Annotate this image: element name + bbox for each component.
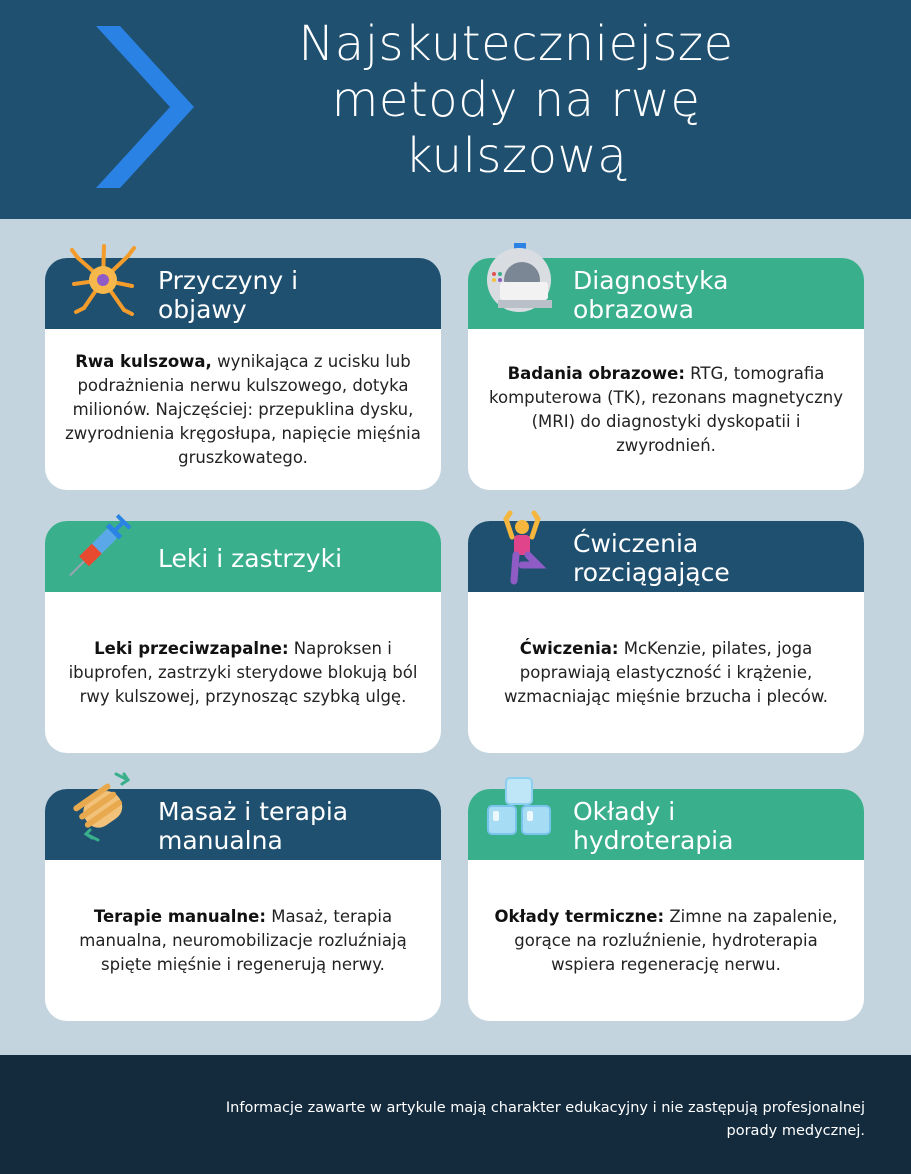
card-text-bold: Leki przeciwzapalne: [94, 638, 289, 658]
card-text-rest: Zimne na zapalenie, gorące na rozluźnienie, hydroterapia wspiera regenerację nerwu. [514, 906, 838, 974]
card-text-rest: wynikająca z ucisku lub podrażnienia nerwu kulszowego, dotyka milionów. Najczęściej: przepuklina dysku, zwyrodnienia kręgosłupa, napięcie mięśnia gruszkowatego. [65, 351, 421, 467]
card-title: Diagnostyka obrazowa [573, 266, 729, 324]
card-text [486, 860, 846, 1021]
yoga-person-icon [488, 509, 558, 585]
card-text [486, 329, 846, 490]
mri-scanner-icon [484, 240, 554, 316]
card-text-bold: Okłady termiczne: [494, 906, 665, 926]
card-text-rest: Masaż, terapia manualna, neuromobilizacje rozluźniają spięte mięśnie i regenerują nerwy. [79, 906, 407, 974]
card-text-rest: RTG, tomografia komputerowa (TK), rezonans magnetyczny (MRI) do diagnostyki dyskopatii i zwyrodnień. [489, 363, 843, 455]
card-text-bold: Terapie manualne: [93, 906, 266, 926]
card-text [63, 592, 423, 753]
card-text [486, 592, 846, 753]
footer [0, 1055, 911, 1174]
card-title: Masaż i terapia manualna [158, 797, 349, 855]
card-text-bold: Badania obrazowe: [507, 363, 685, 383]
card-title: Okłady i hydroterapia [573, 797, 734, 855]
syringe-icon [66, 505, 136, 581]
chevron-right-icon [88, 18, 198, 196]
card-text-rest: Naproksen i ibuprofen, zastrzyki sterydowe blokują ból rwy kulszowej, przynosząc szybką ulgę. [68, 638, 418, 706]
disclaimer-text: Informacje zawarte w artykule mają charakter edukacyjny i nie zastępują profesjonalnej porady medycznej. [225, 1100, 865, 1139]
card-text-rest: McKenzie, pilates, joga poprawiają elastyczność i krążenie, wzmacniając mięśnie brzucha i pleców. [503, 638, 829, 706]
card-text-bold: Rwa kulszowa, [75, 351, 212, 371]
ice-cubes-icon [484, 772, 554, 848]
card-title: Ćwiczenia rozciągające [573, 529, 730, 587]
header-banner [0, 0, 911, 219]
card-text [63, 860, 423, 1021]
card-title: Leki i zastrzyki [158, 543, 343, 573]
neuron-icon [68, 240, 138, 316]
card-text-bold: Ćwiczenia: [519, 638, 619, 658]
massage-hands-icon [68, 770, 138, 846]
page-title: Najskuteczniejsze metody na rwę kulszową [298, 16, 734, 184]
card-text [63, 329, 423, 490]
card-title: Przyczyny i objawy [158, 266, 299, 324]
